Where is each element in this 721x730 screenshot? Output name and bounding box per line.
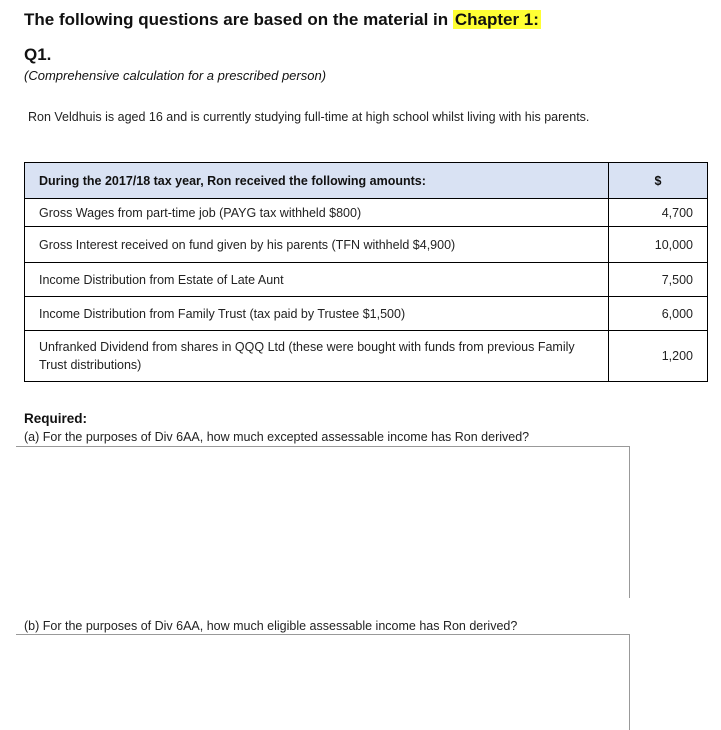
table-row — [25, 199, 708, 227]
row-description: Income Distribution from Estate of Late Aunt — [25, 263, 609, 297]
row-amount: 1,200 — [609, 331, 708, 382]
row-amount: 10,000 — [609, 227, 708, 263]
required-label: Required: — [24, 411, 88, 426]
row-description: Gross Interest received on fund given by his parents (TFN withheld $4,900) — [25, 227, 609, 263]
heading-highlight: Chapter 1: — [454, 10, 539, 29]
question-subtitle: (Comprehensive calculation for a prescribed person) — [24, 68, 327, 83]
row-description: Income Distribution from Family Trust (tax paid by Trustee $1,500) — [25, 297, 609, 331]
table-row — [25, 297, 708, 331]
question-intro: Ron Veldhuis is aged 16 and is currently studying full-time at high school whilst living with his parents. — [28, 110, 590, 124]
table-row — [25, 263, 708, 297]
row-amount: 6,000 — [609, 297, 708, 331]
table-row — [25, 331, 708, 382]
heading-text: The following questions are based on the material in — [24, 10, 453, 29]
row-amount: 7,500 — [609, 263, 708, 297]
answer-box-b[interactable] — [16, 634, 630, 730]
row-amount: 4,700 — [609, 199, 708, 227]
table-header-description: During the 2017/18 tax year, Ron received the following amounts: — [25, 163, 609, 199]
page-heading — [24, 10, 541, 30]
table-header-amount: $ — [609, 163, 708, 199]
amounts-table — [24, 162, 708, 382]
question-part-b: (b) For the purposes of Div 6AA, how much eligible assessable income has Ron derived? — [24, 619, 518, 633]
answer-box-a[interactable] — [16, 446, 630, 598]
row-description: Gross Wages from part-time job (PAYG tax withheld $800) — [25, 199, 609, 227]
row-description: Unfranked Dividend from shares in QQQ Ltd (these were bought with funds from previous Family Trust distributions) — [25, 331, 609, 382]
question-part-a: (a) For the purposes of Div 6AA, how much excepted assessable income has Ron derived? — [24, 430, 530, 444]
table-header-row — [25, 163, 708, 199]
question-number: Q1. — [24, 45, 52, 64]
table-row — [25, 227, 708, 263]
